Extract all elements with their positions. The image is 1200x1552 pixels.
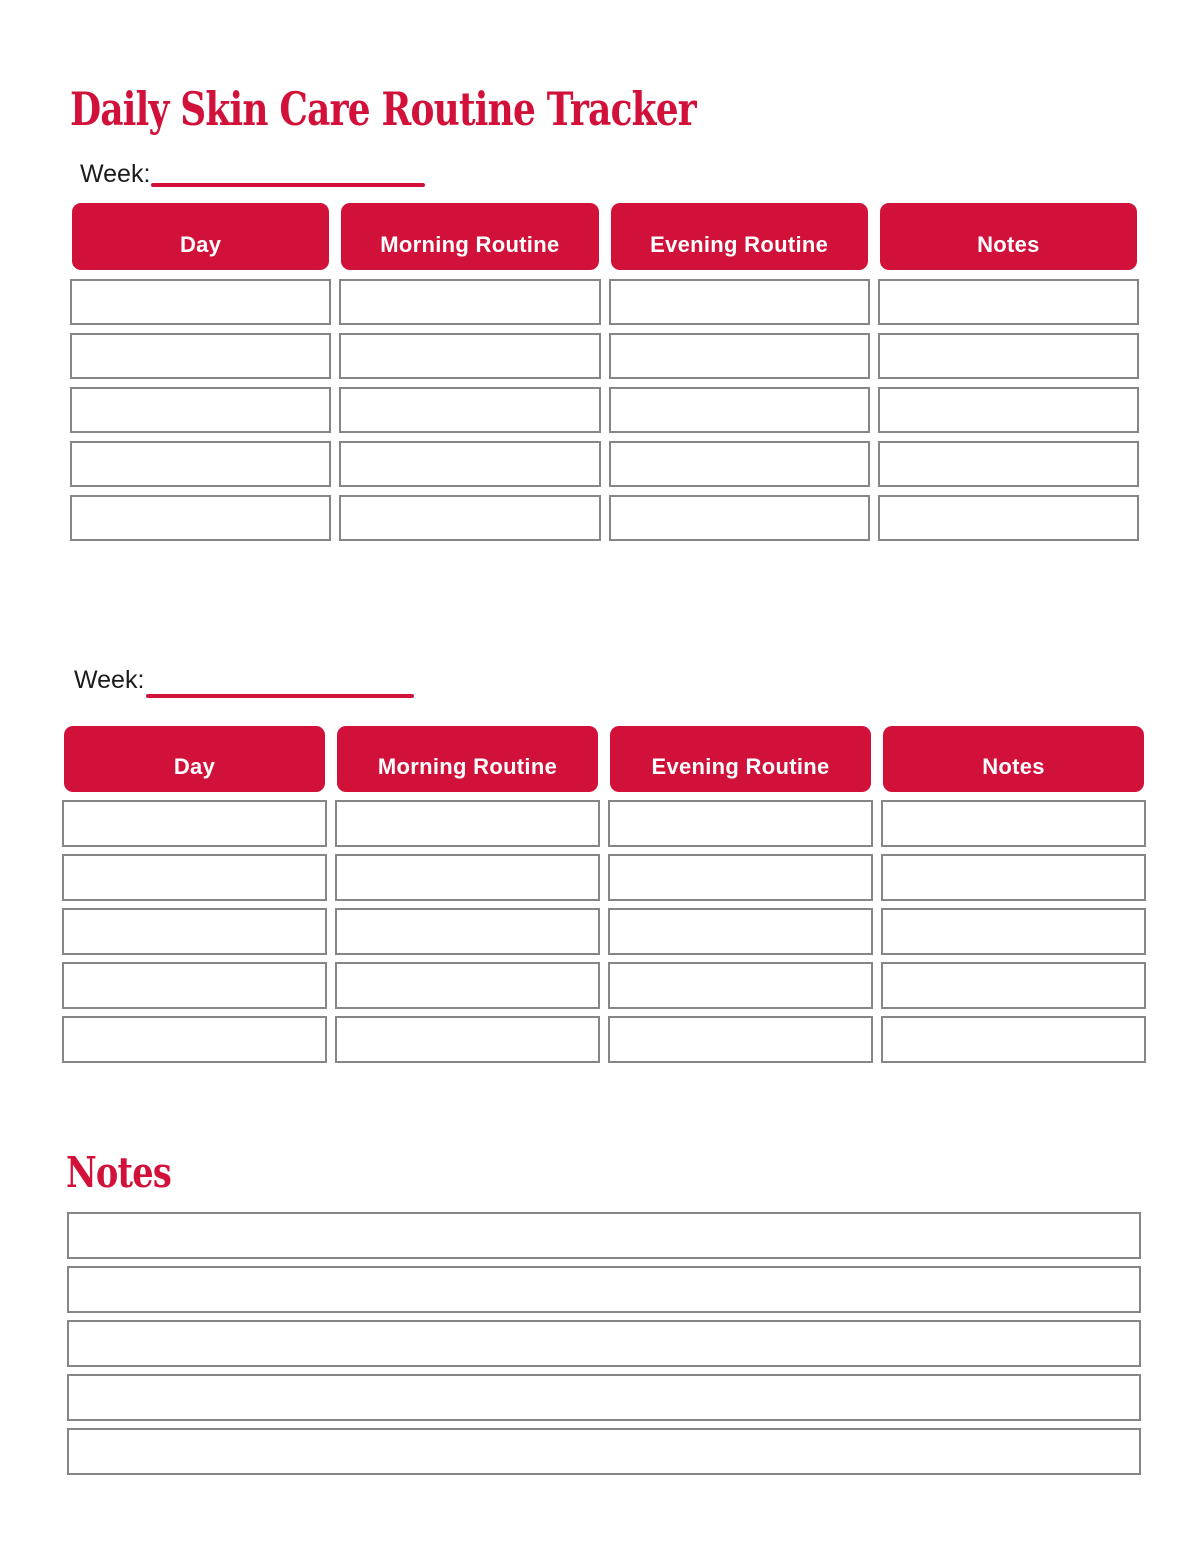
table-cell[interactable] xyxy=(70,333,331,379)
notes-lines xyxy=(67,1212,1141,1482)
table-cell[interactable] xyxy=(609,387,870,433)
table-cell[interactable] xyxy=(881,800,1146,847)
week-label: Week: xyxy=(80,160,151,188)
table-cell[interactable] xyxy=(70,495,331,541)
table-cell[interactable] xyxy=(62,962,327,1009)
tracker-table xyxy=(70,203,1139,541)
table-cell[interactable] xyxy=(878,333,1139,379)
tracker-table xyxy=(62,726,1146,1063)
note-line[interactable] xyxy=(67,1266,1141,1313)
table-header-row xyxy=(62,726,1146,792)
table-cell[interactable] xyxy=(335,854,600,901)
table-cell[interactable] xyxy=(70,441,331,487)
table-cell[interactable] xyxy=(881,854,1146,901)
column-header-morning-routine: Morning Routine xyxy=(337,726,598,792)
table-cell[interactable] xyxy=(609,495,870,541)
week-underline[interactable] xyxy=(151,183,425,187)
table-cell[interactable] xyxy=(878,387,1139,433)
table-cell[interactable] xyxy=(62,1016,327,1063)
note-line[interactable] xyxy=(67,1428,1141,1475)
table-cell[interactable] xyxy=(335,1016,600,1063)
table-cell[interactable] xyxy=(339,495,600,541)
column-header-morning-routine: Morning Routine xyxy=(341,203,598,270)
table-cell[interactable] xyxy=(339,441,600,487)
table-cell[interactable] xyxy=(70,387,331,433)
table-cell[interactable] xyxy=(339,387,600,433)
column-header-day: Day xyxy=(64,726,325,792)
table-cell[interactable] xyxy=(881,962,1146,1009)
table-cell[interactable] xyxy=(878,441,1139,487)
column-header-evening-routine: Evening Routine xyxy=(611,203,868,270)
table-cell[interactable] xyxy=(609,441,870,487)
table-cell[interactable] xyxy=(70,279,331,325)
week-label: Week: xyxy=(74,666,145,694)
note-line[interactable] xyxy=(67,1374,1141,1421)
column-header-notes: Notes xyxy=(883,726,1144,792)
table-cell[interactable] xyxy=(881,1016,1146,1063)
table-cell[interactable] xyxy=(335,908,600,955)
note-line[interactable] xyxy=(67,1320,1141,1367)
table-cell[interactable] xyxy=(609,279,870,325)
table-cell[interactable] xyxy=(609,333,870,379)
column-header-evening-routine: Evening Routine xyxy=(610,726,871,792)
table-cell[interactable] xyxy=(335,800,600,847)
week-underline[interactable] xyxy=(146,694,414,698)
table-cell[interactable] xyxy=(878,279,1139,325)
table-cell[interactable] xyxy=(339,333,600,379)
table-cell[interactable] xyxy=(608,1016,873,1063)
column-header-day: Day xyxy=(72,203,329,270)
table-cell[interactable] xyxy=(881,908,1146,955)
table-header-row xyxy=(70,203,1139,270)
page-title: Daily Skin Care Routine Tracker xyxy=(70,82,696,136)
table-cell[interactable] xyxy=(62,854,327,901)
table-cell[interactable] xyxy=(608,854,873,901)
table-cell[interactable] xyxy=(608,908,873,955)
table-cell[interactable] xyxy=(335,962,600,1009)
table-body xyxy=(70,279,1139,541)
notes-heading: Notes xyxy=(66,1148,171,1197)
table-cell[interactable] xyxy=(608,962,873,1009)
table-body xyxy=(62,800,1146,1063)
table-cell[interactable] xyxy=(339,279,600,325)
table-cell[interactable] xyxy=(608,800,873,847)
table-cell[interactable] xyxy=(878,495,1139,541)
column-header-notes: Notes xyxy=(880,203,1137,270)
table-cell[interactable] xyxy=(62,908,327,955)
note-line[interactable] xyxy=(67,1212,1141,1259)
table-cell[interactable] xyxy=(62,800,327,847)
